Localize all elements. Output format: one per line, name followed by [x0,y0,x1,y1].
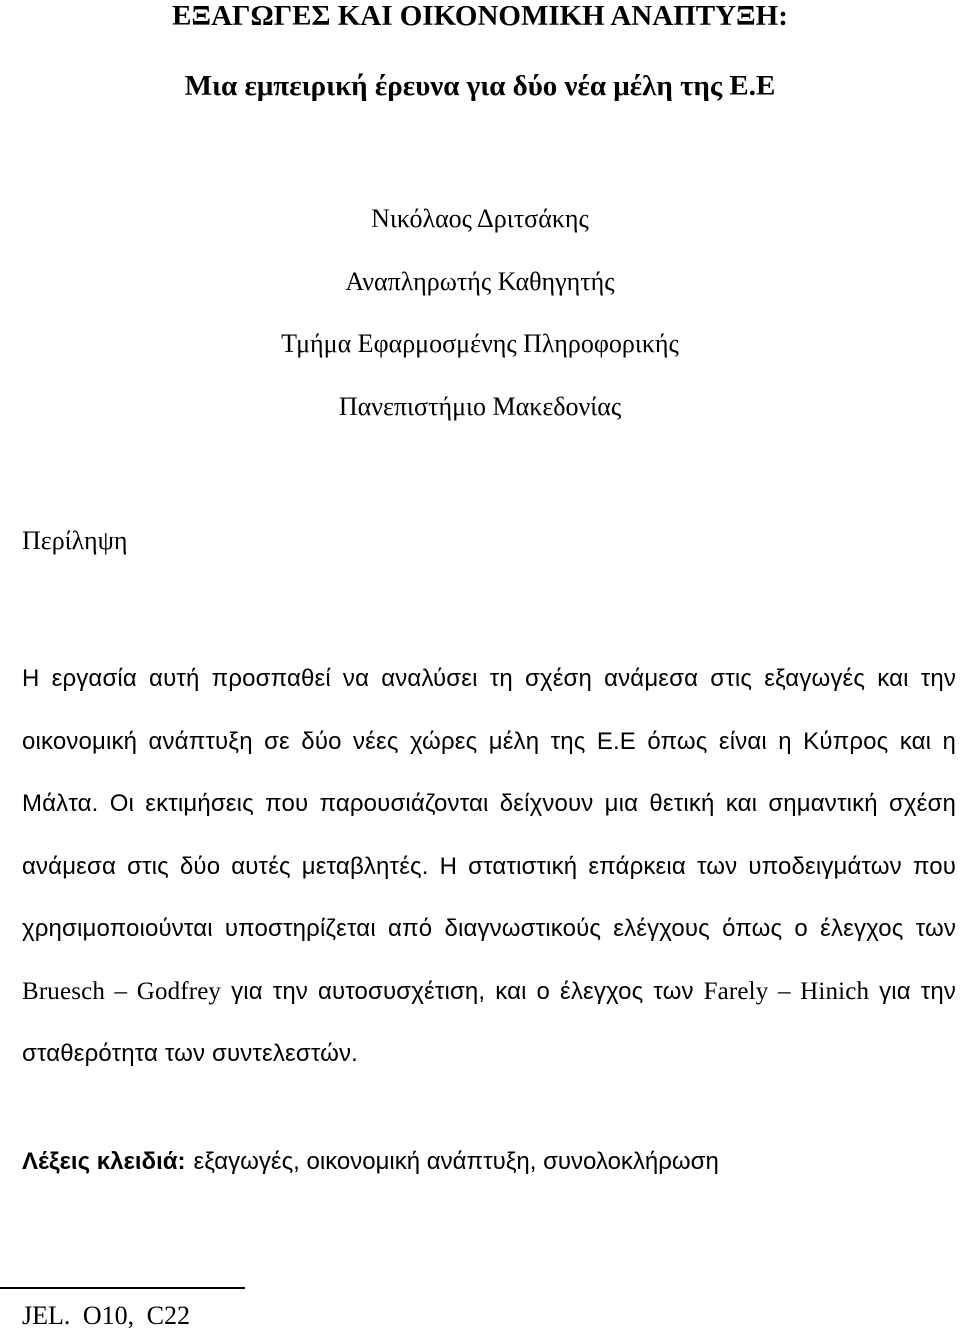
document-title-line-2: Μια εμπειρική έρευνα για δύο νέα μέλη της Ε.Ε [184,70,776,102]
jel-classification: JEL. O10, C22 [22,1301,190,1330]
keywords-label: Λέξεις κλειδιά: [22,1148,186,1175]
abstract-body [22,648,956,1086]
abstract-test-name-1: Bruesch – Godfrey [22,977,222,1005]
keywords-value: εξαγωγές, οικονομική ανάπτυξη, συνολοκλήρωση [193,1148,719,1175]
document-title-line-1: ΕΞΑΓΩΓΕΣ ΚΑΙ ΟΙΚΟΝΟΜΙΚΗ ΑΝΑΠΤΥΞΗ: [172,0,788,32]
keywords [22,1150,719,1174]
abstract-text-part-1: Η εργασία αυτή προσπαθεί να αναλύσει τη σχέση ανάμεσα στις εξαγωγές και την οικονομική ανάπτυξη σε δύο νέες χώρες μέλη της Ε.Ε όπως είναι η Κύπρος και η Μάλτα. Οι εκτιμήσεις που παρουσιάζονται δείχνουν μια θετική και σημαντική σχέση ανάμεσα στις δύο αυτές μεταβλητές. Η στατιστική επάρκεια των υποδειγμάτων που χρησιμοποιούνται υποστηρίζεται από διαγνωστικούς ελέγχους όπως ο έλεγχος των [22,665,956,942]
footnote-divider [0,1287,245,1289]
author-university: Πανεπιστήμιο Μακεδονίας [338,392,622,421]
author-role: Αναπληρωτής Καθηγητής [345,267,615,296]
abstract-heading: Περίληψη [22,526,128,555]
abstract-text-part-3: για την σταθερότητα των συντελεστών. [22,977,956,1067]
abstract-text-part-2: για την αυτοσυσχέτιση, και ο έλεγχος των [221,977,704,1005]
author-name: Νικόλαος Δριτσάκης [371,204,589,233]
abstract-test-name-2: Farely – Hinich [703,977,870,1005]
author-department: Τμήμα Εφαρμοσμένης Πληροφορικής [281,329,679,358]
